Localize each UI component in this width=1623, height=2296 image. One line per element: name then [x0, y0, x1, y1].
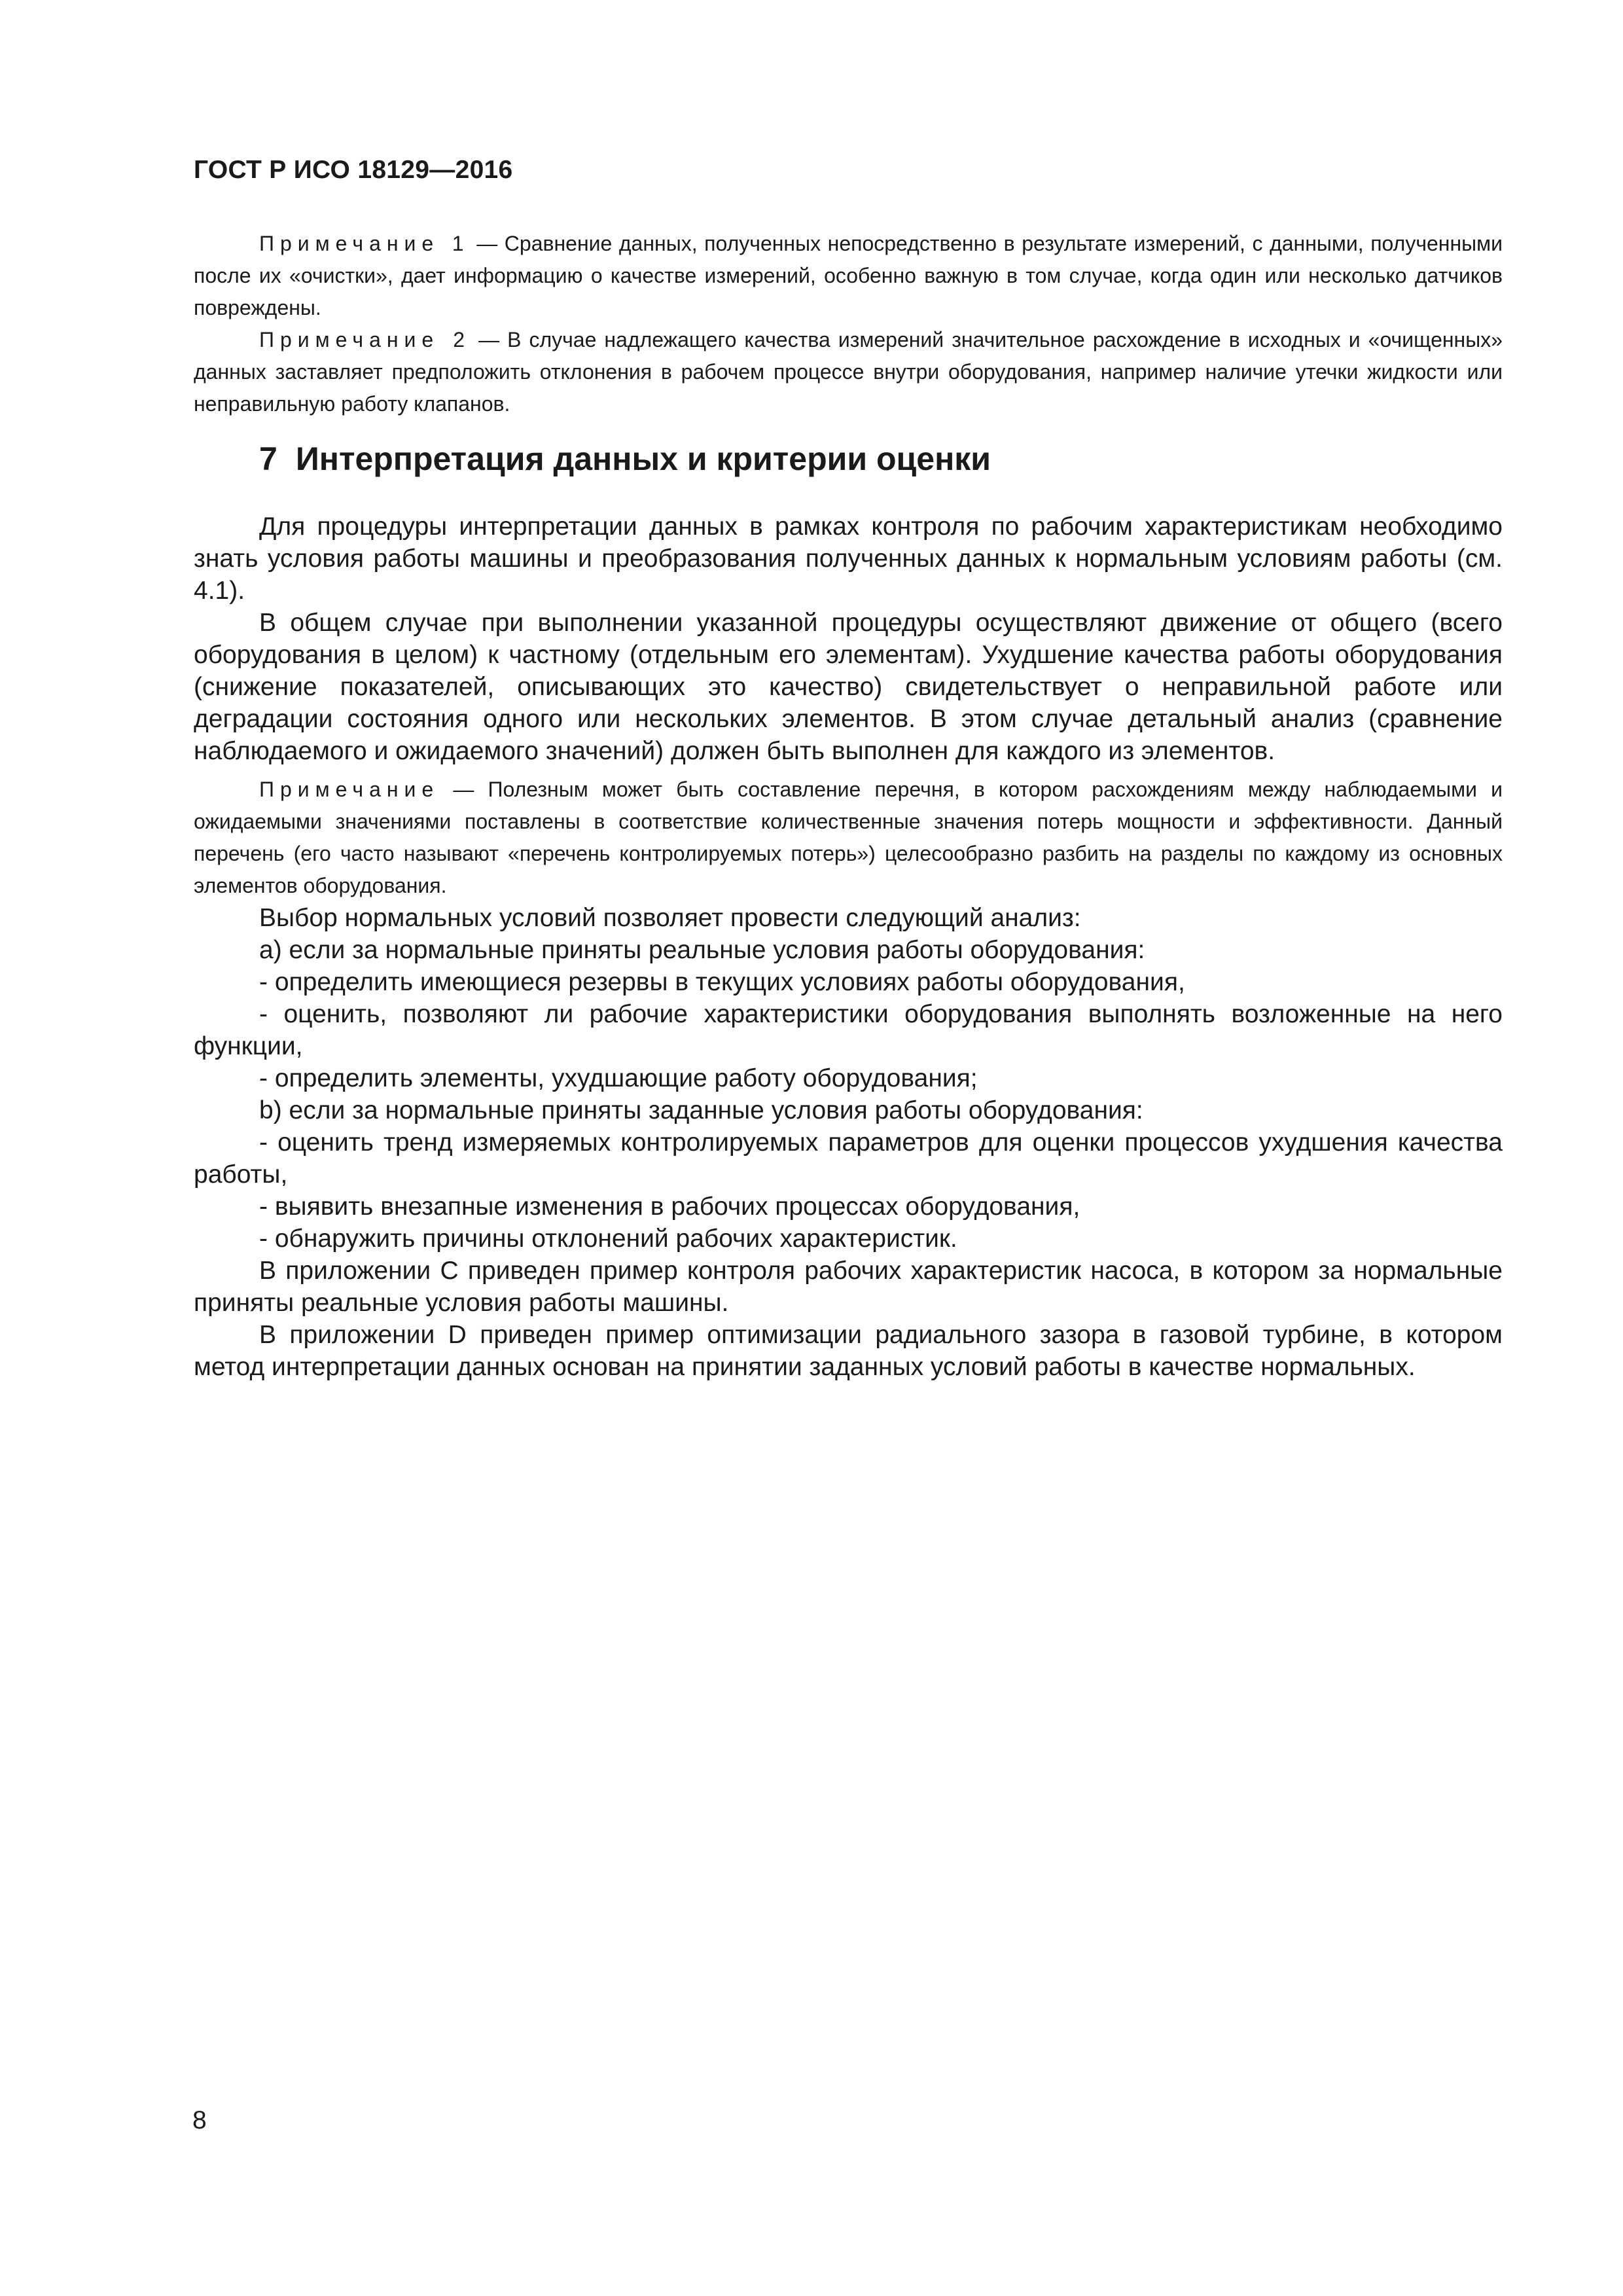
list-item-dash: - обнаружить причины отклонений рабочих характеристик.	[259, 1225, 957, 1253]
section-number: 7	[259, 440, 277, 477]
list-item-dash: - оценить, позволяют ли рабочие характеристики оборудования выполнять возложенные на него функции,	[194, 1000, 1503, 1060]
note-middle	[194, 774, 1503, 902]
list-item-dash: - выявить внезапные изменения в рабочих процессах оборудования,	[259, 1193, 1080, 1221]
note-text: — Полезным может быть составление перечня, в котором расхождениям между наблюдаемыми и ожидаемыми значениями поставлены в соответствие количественные значения потерь мощности и эффективности. Данный перечень (его часто называют «перечень контролируемых потерь») целесообразно разбить на разделы по каждому из основных элементов оборудования.	[194, 778, 1503, 897]
note-text: — Сравнение данных, полученных непосредственно в результате измерений, с данными, полученными после их «очистки», дает информацию о качестве измерений, особенно важную в том случае, когда один или несколько датчиков повреждены.	[194, 232, 1503, 319]
note-label: Примечание 2	[259, 328, 471, 351]
list-item-a: a) если за нормальные приняты реальные условия работы оборудования:	[259, 936, 1145, 964]
notes-block	[194, 228, 1503, 420]
note-text: — В случае надлежащего качества измерений значительное расхождение в исходных и «очищенных» данных заставляет предположить отклонения в рабочем процессе внутри оборудования, например наличие утечки жидкости или неправильную работу клапанов.	[194, 328, 1503, 416]
section-title-text: Интерпретация данных и критерии оценки	[295, 440, 991, 477]
section-heading	[259, 440, 991, 478]
section-body-1	[194, 511, 1503, 767]
note-1	[194, 228, 1503, 324]
section-body-2	[194, 902, 1503, 1383]
paragraph: В приложении D приведен пример оптимизации радиального зазора в газовой турбине, в котором метод интерпретации данных основан на принятии заданных условий работы в качестве нормальных.	[194, 1321, 1503, 1381]
note-label: Примечание	[259, 778, 440, 801]
document-header: ГОСТ Р ИСО 18129—2016	[194, 156, 513, 184]
paragraph: В приложении С приведен пример контроля рабочих характеристик насоса, в котором за нормальные приняты реальные условия работы машины.	[194, 1257, 1503, 1317]
paragraph: Для процедуры интерпретации данных в рамках контроля по рабочим характеристикам необходимо знать условия работы машины и преобразования полученных данных к нормальным условиям работы (см. 4.1).	[194, 512, 1503, 605]
page-number: 8	[192, 2106, 207, 2134]
list-item-dash: - оценить тренд измеряемых контролируемых параметров для оценки процессов ухудшения качества работы,	[194, 1128, 1503, 1189]
list-item-dash: - определить элементы, ухудшающие работу оборудования;	[259, 1064, 978, 1092]
list-item-b: b) если за нормальные приняты заданные условия работы оборудования:	[259, 1096, 1143, 1124]
note-block-middle	[194, 774, 1503, 902]
list-item-dash: - определить имеющиеся резервы в текущих условиях работы оборудования,	[259, 968, 1185, 996]
paragraph: В общем случае при выполнении указанной процедуры осуществляют движение от общего (всего оборудования в целом) к частному (отдельным его элементам). Ухудшение качества работы оборудования (снижение показателей, описывающих это качество) свидетельствует о неправильной работе или деградации состояния одного или нескольких элементов. В этом случае детальный анализ (сравнение наблюдаемого и ожидаемого значений) должен быть выполнен для каждого из элементов.	[194, 609, 1503, 765]
paragraph: Выбор нормальных условий позволяет провести следующий анализ:	[259, 904, 1081, 932]
note-label: Примечание 1	[259, 232, 470, 255]
note-2	[194, 324, 1503, 420]
